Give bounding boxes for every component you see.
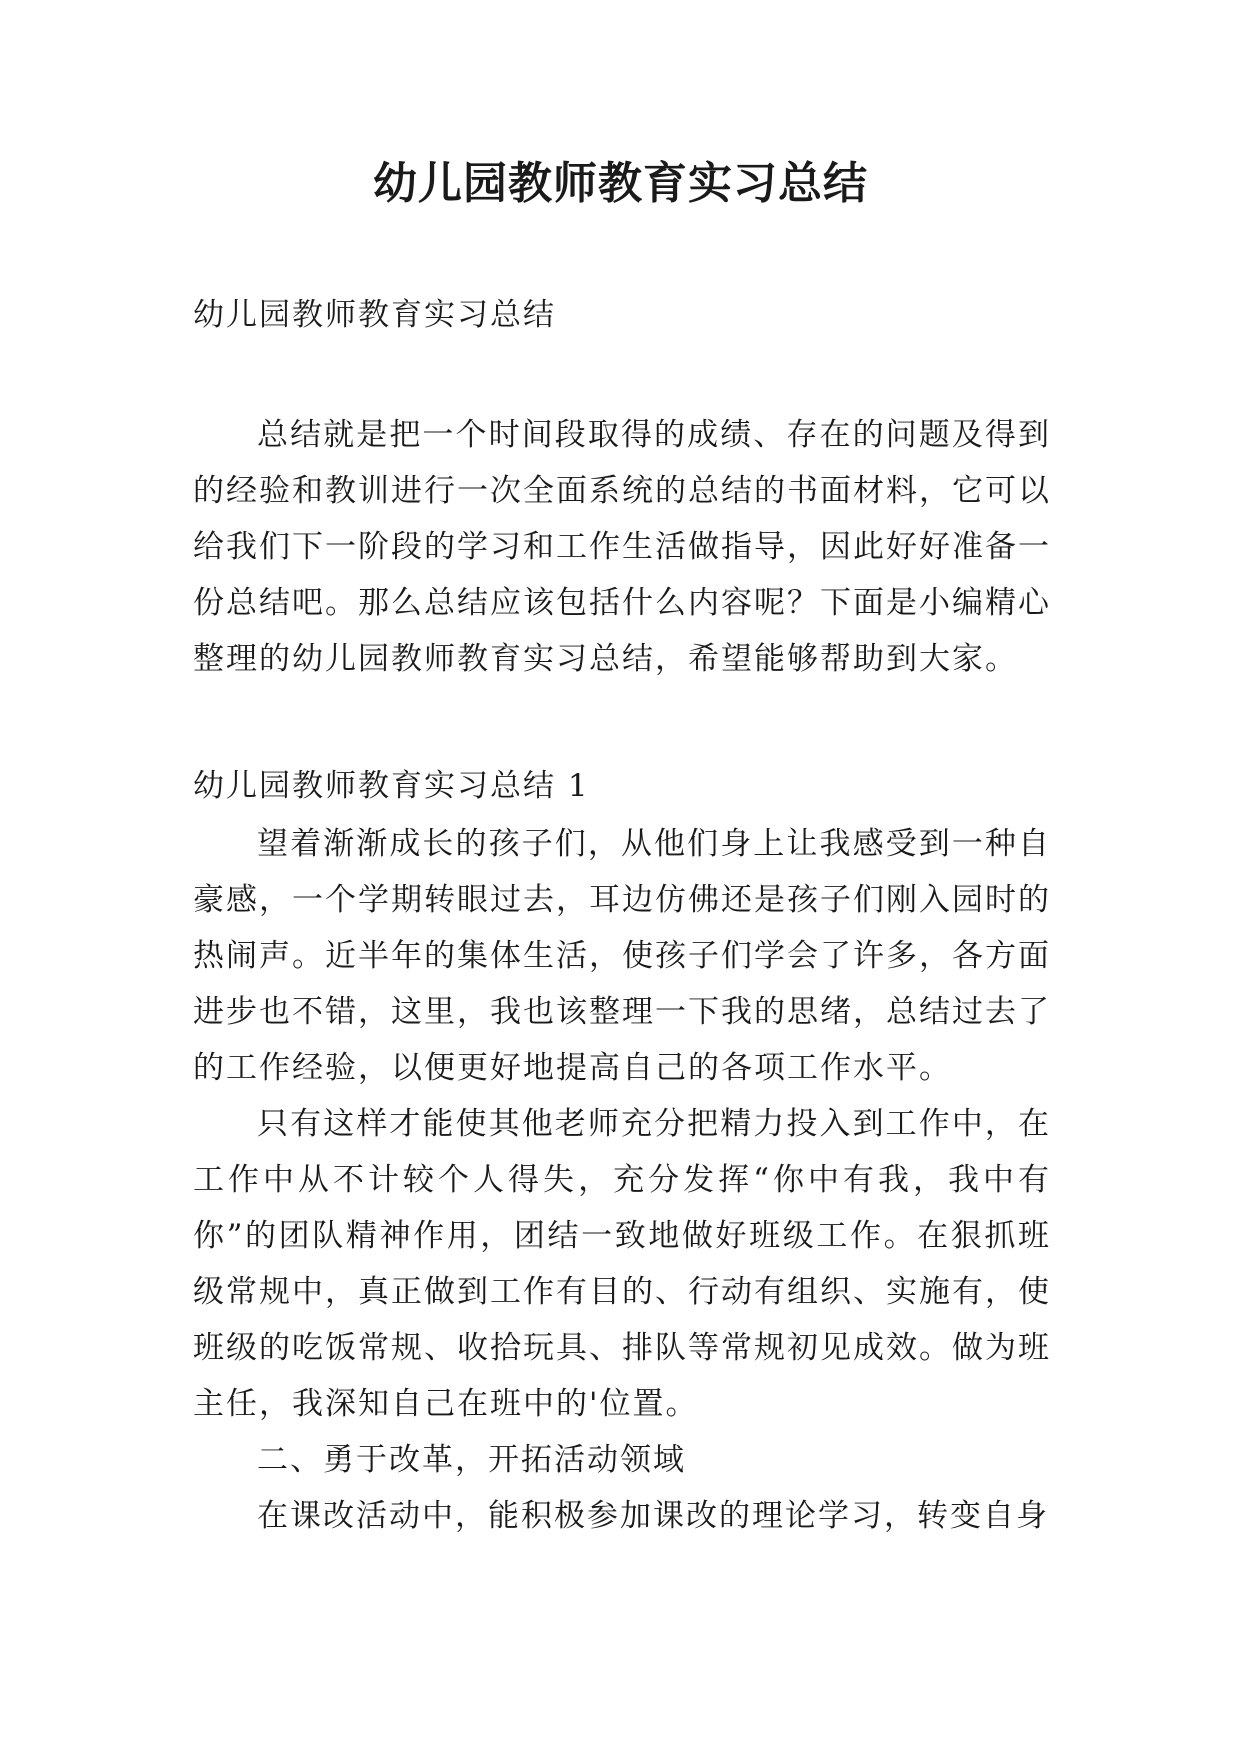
intro-paragraph: 总结就是把一个时间段取得的成绩、存在的问题及得到的经验和教训进行一次全面系统的总结的书面材料，它可以给我们下一阶段的学习和工作生活做指导，因此好好准备一份总结吧。那么总结应该包括什么内容呢？下面是小编精心整理的幼儿园教师教育实习总结，希望能够帮助到大家。 xyxy=(193,417,1051,677)
body-paragraph: 在课改活动中，能积极参加课改的理论学习，转变自身 xyxy=(257,1498,1049,1534)
subsection-heading: 二、勇于改革，开拓活动领域 xyxy=(257,1442,686,1478)
body-paragraph: 望着渐渐成长的孩子们，从他们身上让我感受到一种自豪感，一个学期转眼过去，耳边仿佛还是孩子们刚入园时的热闹声。近半年的集体生活，使孩子们学会了许多，各方面进步也不错，这里，我也该整理一下我的思绪，总结过去了的工作经验，以便更好地提高自己的各项工作水平。 xyxy=(193,826,1051,1086)
section-content xyxy=(193,816,1051,1544)
document-title: 幼儿园教师教育实习总结 xyxy=(373,158,868,209)
document-subtitle: 幼儿园教师教育实习总结 xyxy=(193,297,556,333)
body-paragraph: 只有这样才能使其他老师充分把精力投入到工作中，在工作中从不计较个人得失，充分发挥“你中有我，我中有你”的团队精神作用，团结一致地做好班级工作。在狠抓班级常规中，真正做到工作有目的、行动有组织、实施有，使班级的吃饭常规、收拾玩具、排队等常规初见成效。做为班主任，我深知自己在班中的'位置。 xyxy=(193,1106,1051,1422)
section-heading: 幼儿园教师教育实习总结 1 xyxy=(193,768,590,804)
